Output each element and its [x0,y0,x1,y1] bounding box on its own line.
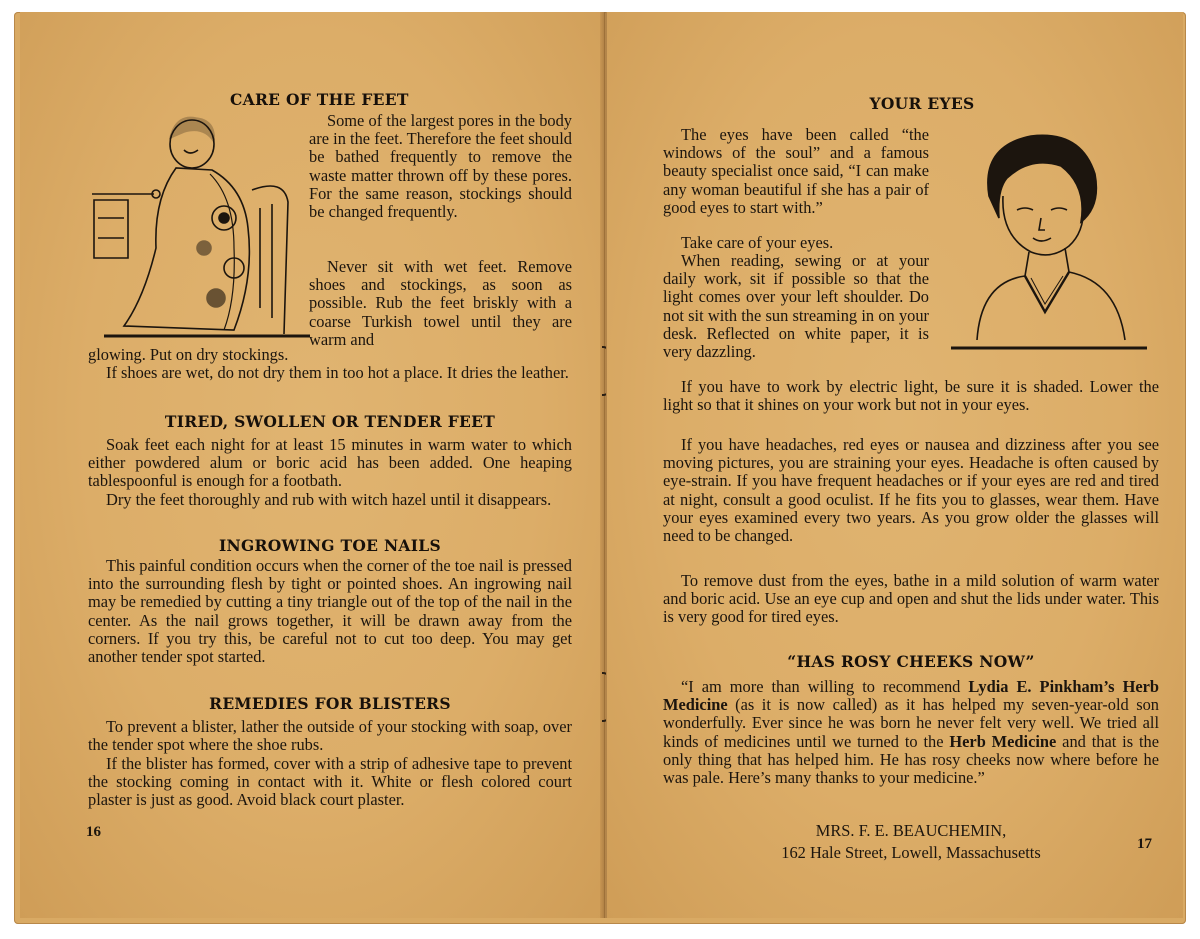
testimonial-paragraph [663,678,1159,787]
eyes-paragraph-2: Take care of your eyes. [681,233,834,252]
blisters-paragraph-2: If the blister has formed, cover with a strip of adhesive tape to prevent the stocking coming in contact with it. White or flesh colored court plaster is just as good. Avoid black court plaster. [88,754,572,810]
care-feet-paragraph-2-continued: glowing. Put on dry stockings. [88,345,289,364]
tired-feet-paragraph-1: Soak feet each night for at least 15 minutes in warm water to which either powdered alum or boric acid has been added. One heaping tablespoonful is enough for a footbath. [88,435,572,491]
woman-portrait-illustration [941,126,1151,356]
booklet-spread [14,12,1186,924]
heading-tired-feet: TIRED, SWOLLEN OR TENDER FEET [164,412,496,431]
page-number-right: 17 [1137,836,1152,852]
right-page [606,12,1183,918]
care-feet-paragraph-3: If shoes are wet, do not dry them in too hot a place. It dries the leather. [106,363,569,382]
testimonial-address: 162 Hale Street, Lowell, Massachusetts [781,843,1041,862]
ingrowing-paragraph: This painful condition occurs when the corner of the toe nail is pressed into the surrounding flesh by tight or pointed shoes. An ingrowing nail may be remedied by cutting a tiny triangle out of the top of the nail in the center. As the nail grows together, it will be drawn away from the corners. If you try this, be careful not to cut too deep. You may get another tender spot started. [88,556,572,667]
care-feet-paragraph-1: Some of the largest pores in the body are in the feet. Therefore the feet should be bathed frequently to remove the waste matter thrown off by these pores. For the same reason, stockings should be changed frequently. [309,111,572,222]
woman-bathing-feet-illustration [84,108,312,340]
eyes-paragraph-3: When reading, sewing or at your daily work, sit if possible so that the light comes over your left shoulder. Do not sit with the sun streaming in on your desk. Reflected on white paper, it is very dazzling. [663,251,929,362]
left-page [20,12,605,918]
heading-has-rosy-cheeks-now: “HAS ROSY CHEEKS NOW” [787,652,1035,671]
eyes-paragraph-4: If you have to work by electric light, be sure it is shaded. Lower the light so that it shines on your work but not in your eyes. [663,377,1159,415]
blisters-paragraph-1: To prevent a blister, lather the outside of your stocking with soap, over the tender spot where the shoe rubs. [88,717,572,755]
testimonial-tail: and that is the only thing that has helped him. He has rosy cheeks now where before he was pale. Here’s many thanks to your medicine.” [663,731,1159,788]
heading-remedies-for-blisters: REMEDIES FOR BLISTERS [209,694,451,713]
eyes-paragraph-1: The eyes have been called “the windows of the soul” and a famous beauty specialist once said, “I can make any woman beautiful if she has a pair of good eyes to start with.” [663,125,929,217]
page-number-left: 16 [86,824,101,840]
heading-your-eyes: YOUR EYES [869,94,975,113]
testimonial-middle: (as it is now called) as it has helped my seven-year-old son wonderfully. Ever since he was born he never felt very well. We tried all kinds of medicines until we turned to the [663,695,1159,751]
eyes-paragraph-6: To remove dust from the eyes, bathe in a mild solution of warm water and boric acid. Use an eye cup and open and shut the lids under water. This is very good for tired eyes. [663,571,1159,627]
heading-ingrowing-toe-nails: INGROWING TOE NAILS [219,536,441,555]
heading-care-of-feet: CARE OF THE FEET [230,90,409,109]
testimonial-lead: “I am more than willing to recommend [681,677,969,696]
care-feet-paragraph-2: Never sit with wet feet. Remove shoes and stockings, as soon as possible. Rub the feet briskly with a coarse Turkish towel until they are warm and [309,257,572,349]
eyes-paragraph-5: If you have headaches, red eyes or nausea and dizziness after you see moving pictures, you are straining your eyes. Headache is often caused by eye-strain. If you have frequent headaches or if your eyes are red and tired at night, consult a good oculist. If he fits you to glasses, wear them. Have your eyes examined every two years. As you grow older the glasses will need to be changed. [663,435,1159,546]
tired-feet-paragraph-2: Dry the feet thoroughly and rub with witch hazel until it disappears. [106,490,552,509]
testimonial-signer: MRS. F. E. BEAUCHEMIN, [815,821,1007,840]
testimonial-brand-short: Herb Medicine [949,731,1057,751]
testimonial-brand-name: Lydia E. Pinkham’s Herb Medicine [663,677,1159,715]
